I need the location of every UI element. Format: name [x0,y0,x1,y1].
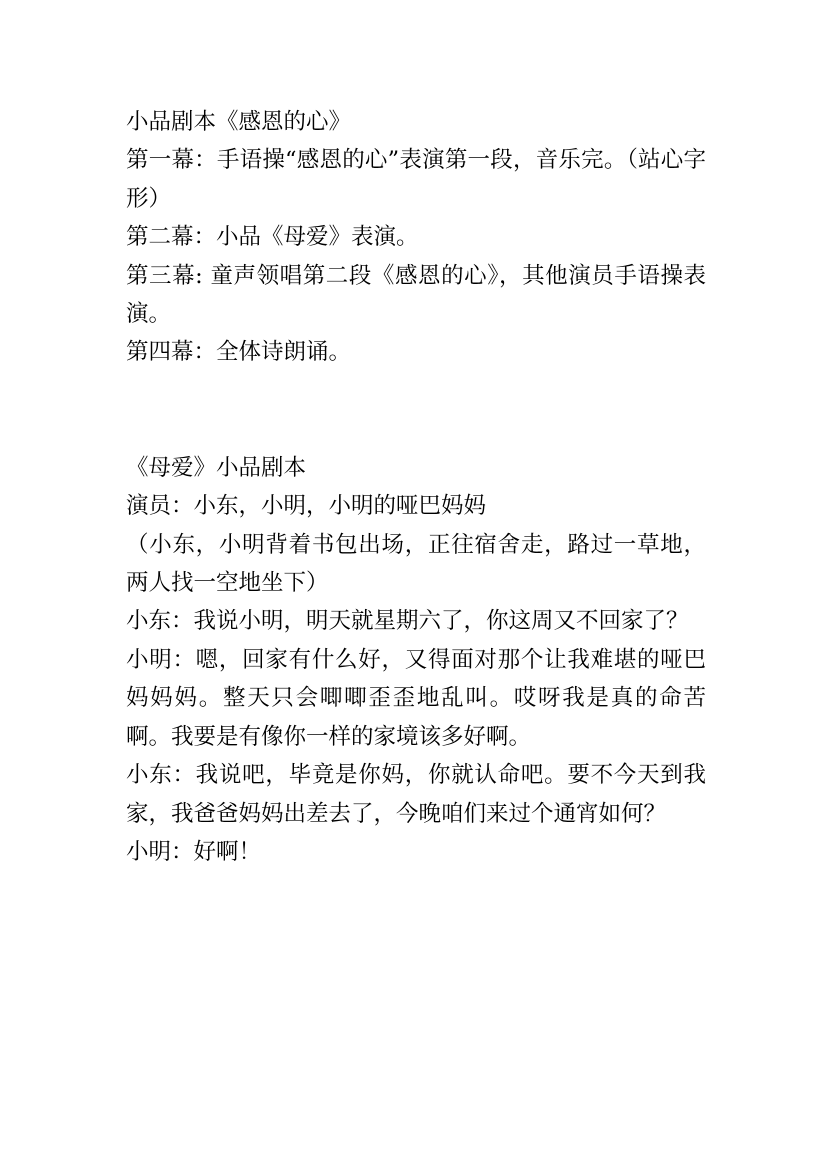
script-title: 小品剧本《感恩的心》 [126,109,352,135]
dialogue-line: 小明：嗯，回家有什么好，又得面对那个让我难堪的哑巴妈妈妈。整天只会唧唧歪歪地乱叫。哎呀我是真的命苦啊。我要是有像你一样的家境该多好啊。 [126,646,706,750]
skit-title: 《母爱》小品剧本 [126,454,307,481]
dialogue-line: 小明：好啊！ [126,838,262,865]
section-spacer [126,372,706,449]
document-body [126,103,706,871]
act-three-line: 第三幕: 童声领唱第二段《感恩的心》，其他演员手语操表演。 [126,262,706,328]
stage-direction: （小东，小明背着书包出场，正往宿舍走，路过一草地，两人找一空地坐下） [126,531,706,597]
dialogue-line: 小东：我说小明，明天就星期六了，你这周又不回家了？ [126,608,689,635]
cast-line: 演员：小东，小明，小明的哑巴妈妈 [126,493,487,520]
act-two-line: 第二幕：小品《母爱》表演。 [126,224,419,251]
act-four-line: 第四幕：全体诗朗诵。 [126,339,352,366]
dialogue-line: 小东：我说吧，毕竟是你妈，你就认命吧。要不今天到我家，我爸爸妈妈出差去了，今晚咱们来过个通宵如何？ [126,762,706,827]
act-one-line: 第一幕：手语操“感恩的心”表演第一段，音乐完。（站心字形） [126,147,706,212]
